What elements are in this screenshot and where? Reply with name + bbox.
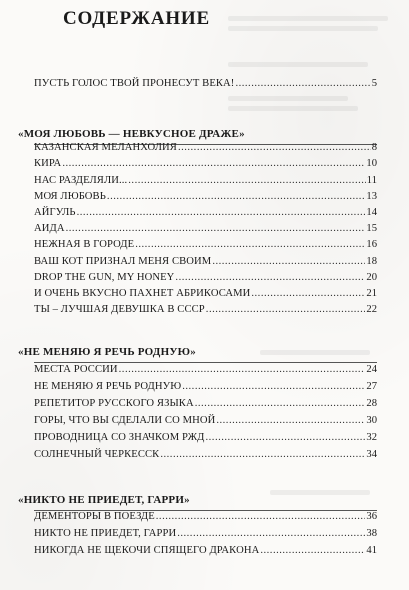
toc-entry-page: 22: [366, 304, 377, 315]
bleed-through-mark: [260, 350, 370, 355]
leader-dots: [260, 542, 365, 559]
leader-dots: [195, 395, 366, 412]
leader-dots: [156, 508, 366, 525]
toc-entry-page: 8: [371, 142, 377, 153]
toc-entry-title: НЕЖНАЯ В ГОРОДЕ: [34, 239, 135, 250]
toc-entry-title: ГОРЫ, ЧТО ВЫ СДЕЛАЛИ СО МНОЙ: [34, 415, 216, 426]
toc-entry: [34, 139, 377, 156]
section-heading: «НЕ МЕНЯЮ Я РЕЧЬ РОДНУЮ»: [18, 346, 196, 358]
toc-entry: [34, 188, 377, 205]
toc-entry-title: РЕПЕТИТОР РУССКОГО ЯЗЫКА: [34, 398, 194, 409]
toc-entry-page: 21: [366, 288, 377, 299]
toc-entry: [34, 204, 377, 221]
toc-entry: [34, 253, 377, 270]
toc-entry: [34, 508, 377, 525]
bleed-through-mark: [228, 106, 358, 111]
toc-entry-page: 15: [366, 223, 377, 234]
leader-dots: [212, 253, 365, 270]
toc-entry: [34, 542, 377, 559]
toc-entry-page: 10: [366, 158, 377, 169]
leader-dots: [177, 525, 365, 542]
leader-dots: [178, 139, 371, 156]
toc-entry-title: МЕСТА РОССИИ: [34, 364, 118, 375]
toc-entry: [34, 429, 377, 446]
toc-entry-page: 32: [366, 432, 377, 443]
toc-entry-page: 11: [366, 175, 377, 186]
toc-entry: [34, 378, 377, 395]
leader-dots: [135, 236, 365, 253]
leader-dots: [182, 378, 365, 395]
leader-dots: [62, 155, 365, 172]
toc-entry-page: 24: [366, 364, 377, 375]
toc-entry-title: КАЗАНСКАЯ МЕЛАНХОЛИЯ: [34, 142, 177, 153]
toc-entry: [34, 446, 377, 463]
toc-entry: [34, 75, 377, 92]
toc-entry-page: 28: [366, 398, 377, 409]
toc-entry-page: 36: [366, 511, 377, 522]
toc-entry-title: ПРОВОДНИЦА СО ЗНАЧКОМ РЖД: [34, 432, 205, 443]
toc-entry-page: 34: [366, 449, 377, 460]
toc-entry-title: ДЕМЕНТОРЫ В ПОЕЗДЕ: [34, 511, 155, 522]
leader-dots: [160, 446, 365, 463]
toc-entry-title: DROP THE GUN, MY HONEY: [34, 272, 175, 283]
leader-dots: [119, 361, 366, 378]
leader-dots: [77, 204, 366, 221]
toc-entry-title: АИДА: [34, 223, 65, 234]
toc-entry: [34, 285, 377, 302]
bleed-through-mark: [228, 16, 388, 21]
toc-entry-page: 38: [366, 528, 377, 539]
toc-entry-title: СОЛНЕЧНЫЙ ЧЕРКЕССК: [34, 449, 160, 460]
toc-entry-page: 18: [366, 256, 377, 267]
leader-dots: [107, 188, 365, 205]
section-heading: «МОЯ ЛЮБОВЬ — НЕВКУСНОЕ ДРАЖЕ»: [18, 128, 245, 140]
toc-entry-title: МОЯ ЛЮБОВЬ: [34, 191, 106, 202]
toc-entry-page: 30: [366, 415, 377, 426]
toc-entry-page: 13: [366, 191, 377, 202]
toc-entry-title: ВАШ КОТ ПРИЗНАЛ МЕНЯ СВОИМ: [34, 256, 212, 267]
toc-entry-page: 27: [366, 381, 377, 392]
toc-entry: [34, 269, 377, 286]
toc-entry-title: ТЫ – ЛУЧШАЯ ДЕВУШКА В СССР: [34, 304, 205, 315]
section-heading: «НИКТО НЕ ПРИЕДЕТ, ГАРРИ»: [18, 494, 190, 506]
leader-dots: [66, 220, 366, 237]
page-title: СОДЕРЖАНИЕ: [63, 8, 210, 29]
toc-entry-title: АЙГУЛЬ: [34, 207, 76, 218]
toc-entry-title: НАС РАЗДЕЛЯЛИ...: [34, 175, 128, 186]
bleed-through-mark: [228, 62, 368, 67]
toc-entry: [34, 155, 377, 172]
toc-entry: [34, 236, 377, 253]
leader-dots: [128, 172, 366, 189]
toc-entry-title: НИКТО НЕ ПРИЕДЕТ, ГАРРИ: [34, 528, 177, 539]
toc-entry-page: 5: [371, 78, 377, 89]
toc-entry: [34, 395, 377, 412]
toc-entry-title: И ОЧЕНЬ ВКУСНО ПАХНЕТ АБРИКОСАМИ: [34, 288, 251, 299]
toc-entry: [34, 220, 377, 237]
toc-entry: [34, 301, 377, 318]
toc-entry-page: 14: [366, 207, 377, 218]
toc-entry: [34, 412, 377, 429]
bleed-through-mark: [228, 26, 378, 31]
toc-entry-title: НЕ МЕНЯЮ Я РЕЧЬ РОДНУЮ: [34, 381, 182, 392]
leader-dots: [206, 301, 366, 318]
toc-entry: [34, 525, 377, 542]
leader-dots: [235, 75, 370, 92]
toc-entry-page: 41: [366, 545, 377, 556]
toc-entry: [34, 172, 377, 189]
toc-entry-title: НИКОГДА НЕ ЩЕКОЧИ СПЯЩЕГО ДРАКОНА: [34, 545, 260, 556]
leader-dots: [251, 285, 365, 302]
toc-entry-title: КИРА: [34, 158, 62, 169]
toc-entry: [34, 361, 377, 378]
bleed-through-mark: [270, 490, 370, 495]
bleed-through-mark: [228, 96, 348, 101]
leader-dots: [206, 429, 366, 446]
toc-entry-page: 16: [366, 239, 377, 250]
leader-dots: [175, 269, 365, 286]
toc-entry-title: ПУСТЬ ГОЛОС ТВОЙ ПРОНЕСУТ ВЕКА!: [34, 78, 235, 89]
toc-entry-page: 20: [366, 272, 377, 283]
leader-dots: [216, 412, 365, 429]
